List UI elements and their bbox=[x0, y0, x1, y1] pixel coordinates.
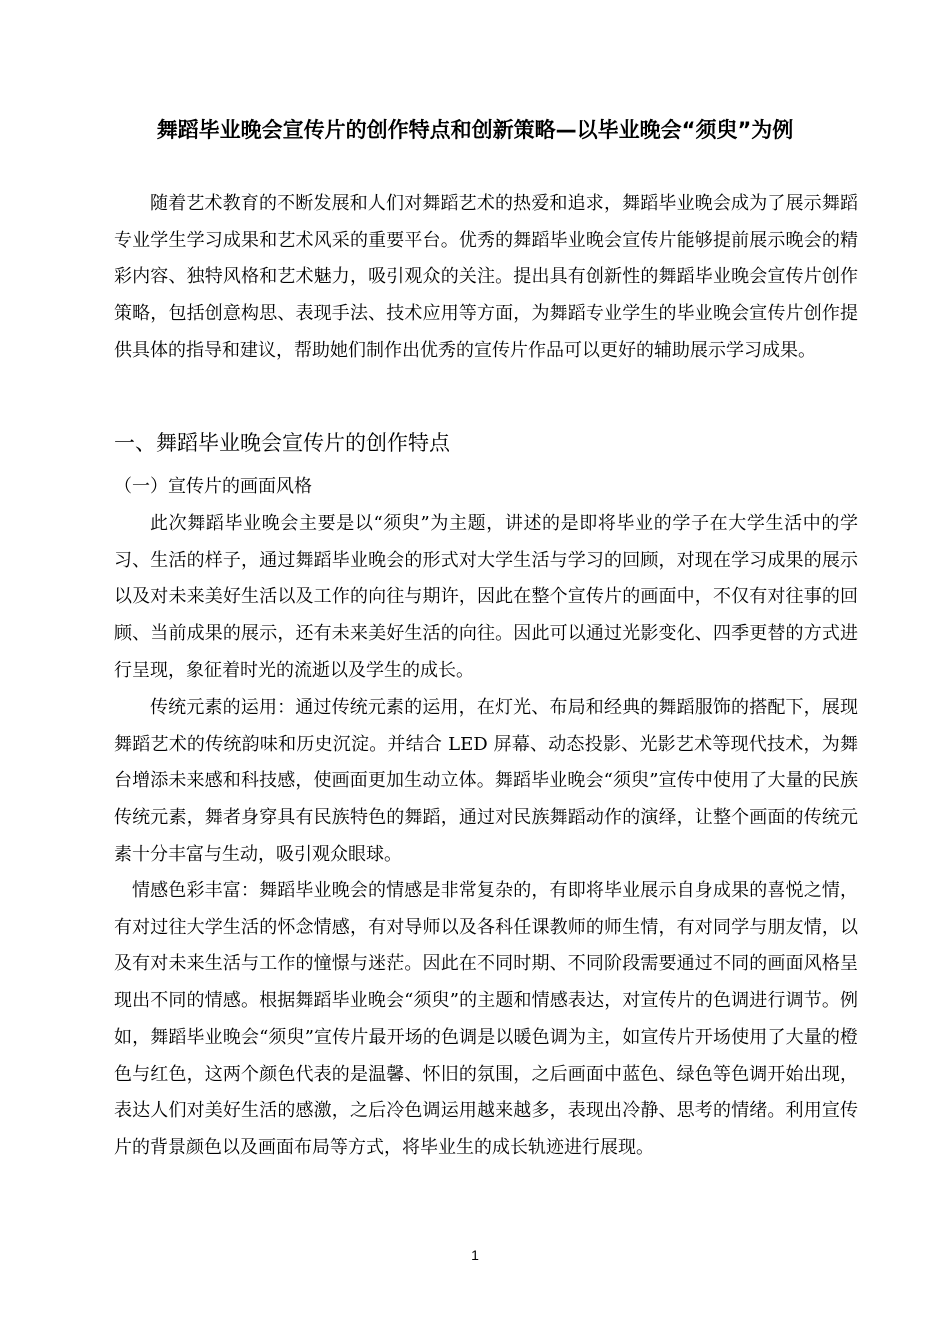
page-number: 1 bbox=[471, 1247, 479, 1263]
body-paragraph-2: 传统元素的运用：通过传统元素的运用，在灯光、布局和经典的舞蹈服饰的搭配下，展现舞蹈艺术的传统韵味和历史沉淀。并结合 LED 屏幕、动态投影、光影艺术等现代技术，为舞台增添未来感和科技感，使画面更加生动立体。舞蹈毕业晚会“须臾”宣传中使用了大量的民族传统元素，舞者身穿具有民族特色的舞蹈，通过对民族舞蹈动作的演绎，让整个画面的传统元素十分丰富与生动，吸引观众眼球。 bbox=[114, 697, 858, 865]
body-paragraph-1: 此次舞蹈毕业晚会主要是以“须臾”为主题，讲述的是即将毕业的学子在大学生活中的学习、生活的样子，通过舞蹈毕业晚会的形式对大学生活与学习的回顾，对现在学习成果的展示以及对未来美好生活以及工作的向往与期许，因此在整个宣传片的画面中，不仅有对往事的回顾、当前成果的展示，还有未来美好生活的向往。因此可以通过光影变化、四季更替的方式进行呈现，象征着时光的流逝以及学生的成长。 bbox=[114, 513, 858, 681]
intro-paragraph: 随着艺术教育的不断发展和人们对舞蹈艺术的热爱和追求，舞蹈毕业晚会成为了展示舞蹈专业学生学习成果和艺术风采的重要平台。优秀的舞蹈毕业晚会宣传片能够提前展示晚会的精彩内容、独特风格和艺术魅力，吸引观众的关注。提出具有创新性的舞蹈毕业晚会宣传片创作策略，包括创意构思、表现手法、技术应用等方面，为舞蹈专业学生的毕业晚会宣传片创作提供具体的指导和建议，帮助她们制作出优秀的宣传片作品可以更好的辅助展示学习成果。 bbox=[114, 193, 858, 361]
subsection-heading: （一）宣传片的画面风格 bbox=[114, 476, 312, 497]
body-paragraph-3: 情感色彩丰富：舞蹈毕业晚会的情感是非常复杂的，有即将毕业展示自身成果的喜悦之情，有对过往大学生活的怀念情感，有对导师以及各科任课教师的师生情，有对同学与朋友情，以及有对未来生活与工作的憧憬与迷茫。因此在不同时期、不同阶段需要通过不同的画面风格呈现出不同的情感。根据舞蹈毕业晚会“须臾”的主题和情感表达，对宣传片的色调进行调节。例如，舞蹈毕业晚会“须臾”宣传片最开场的色调是以暖色调为主，如宣传片开场使用了大量的橙色与红色，这两个颜色代表的是温馨、怀旧的氛围，之后画面中蓝色、绿色等色调开始出现，表达人们对美好生活的感激，之后冷色调运用越来越多，表现出冷静、思考的情绪。利用宣传片的背景颜色以及画面布局等方式，将毕业生的成长轨迹进行展现。 bbox=[114, 880, 858, 1158]
document-title: 舞蹈毕业晚会宣传片的创作特点和创新策略—以毕业晚会“须臾”为例 bbox=[156, 118, 794, 142]
section-heading: 一、舞蹈毕业晚会宣传片的创作特点 bbox=[114, 431, 450, 455]
